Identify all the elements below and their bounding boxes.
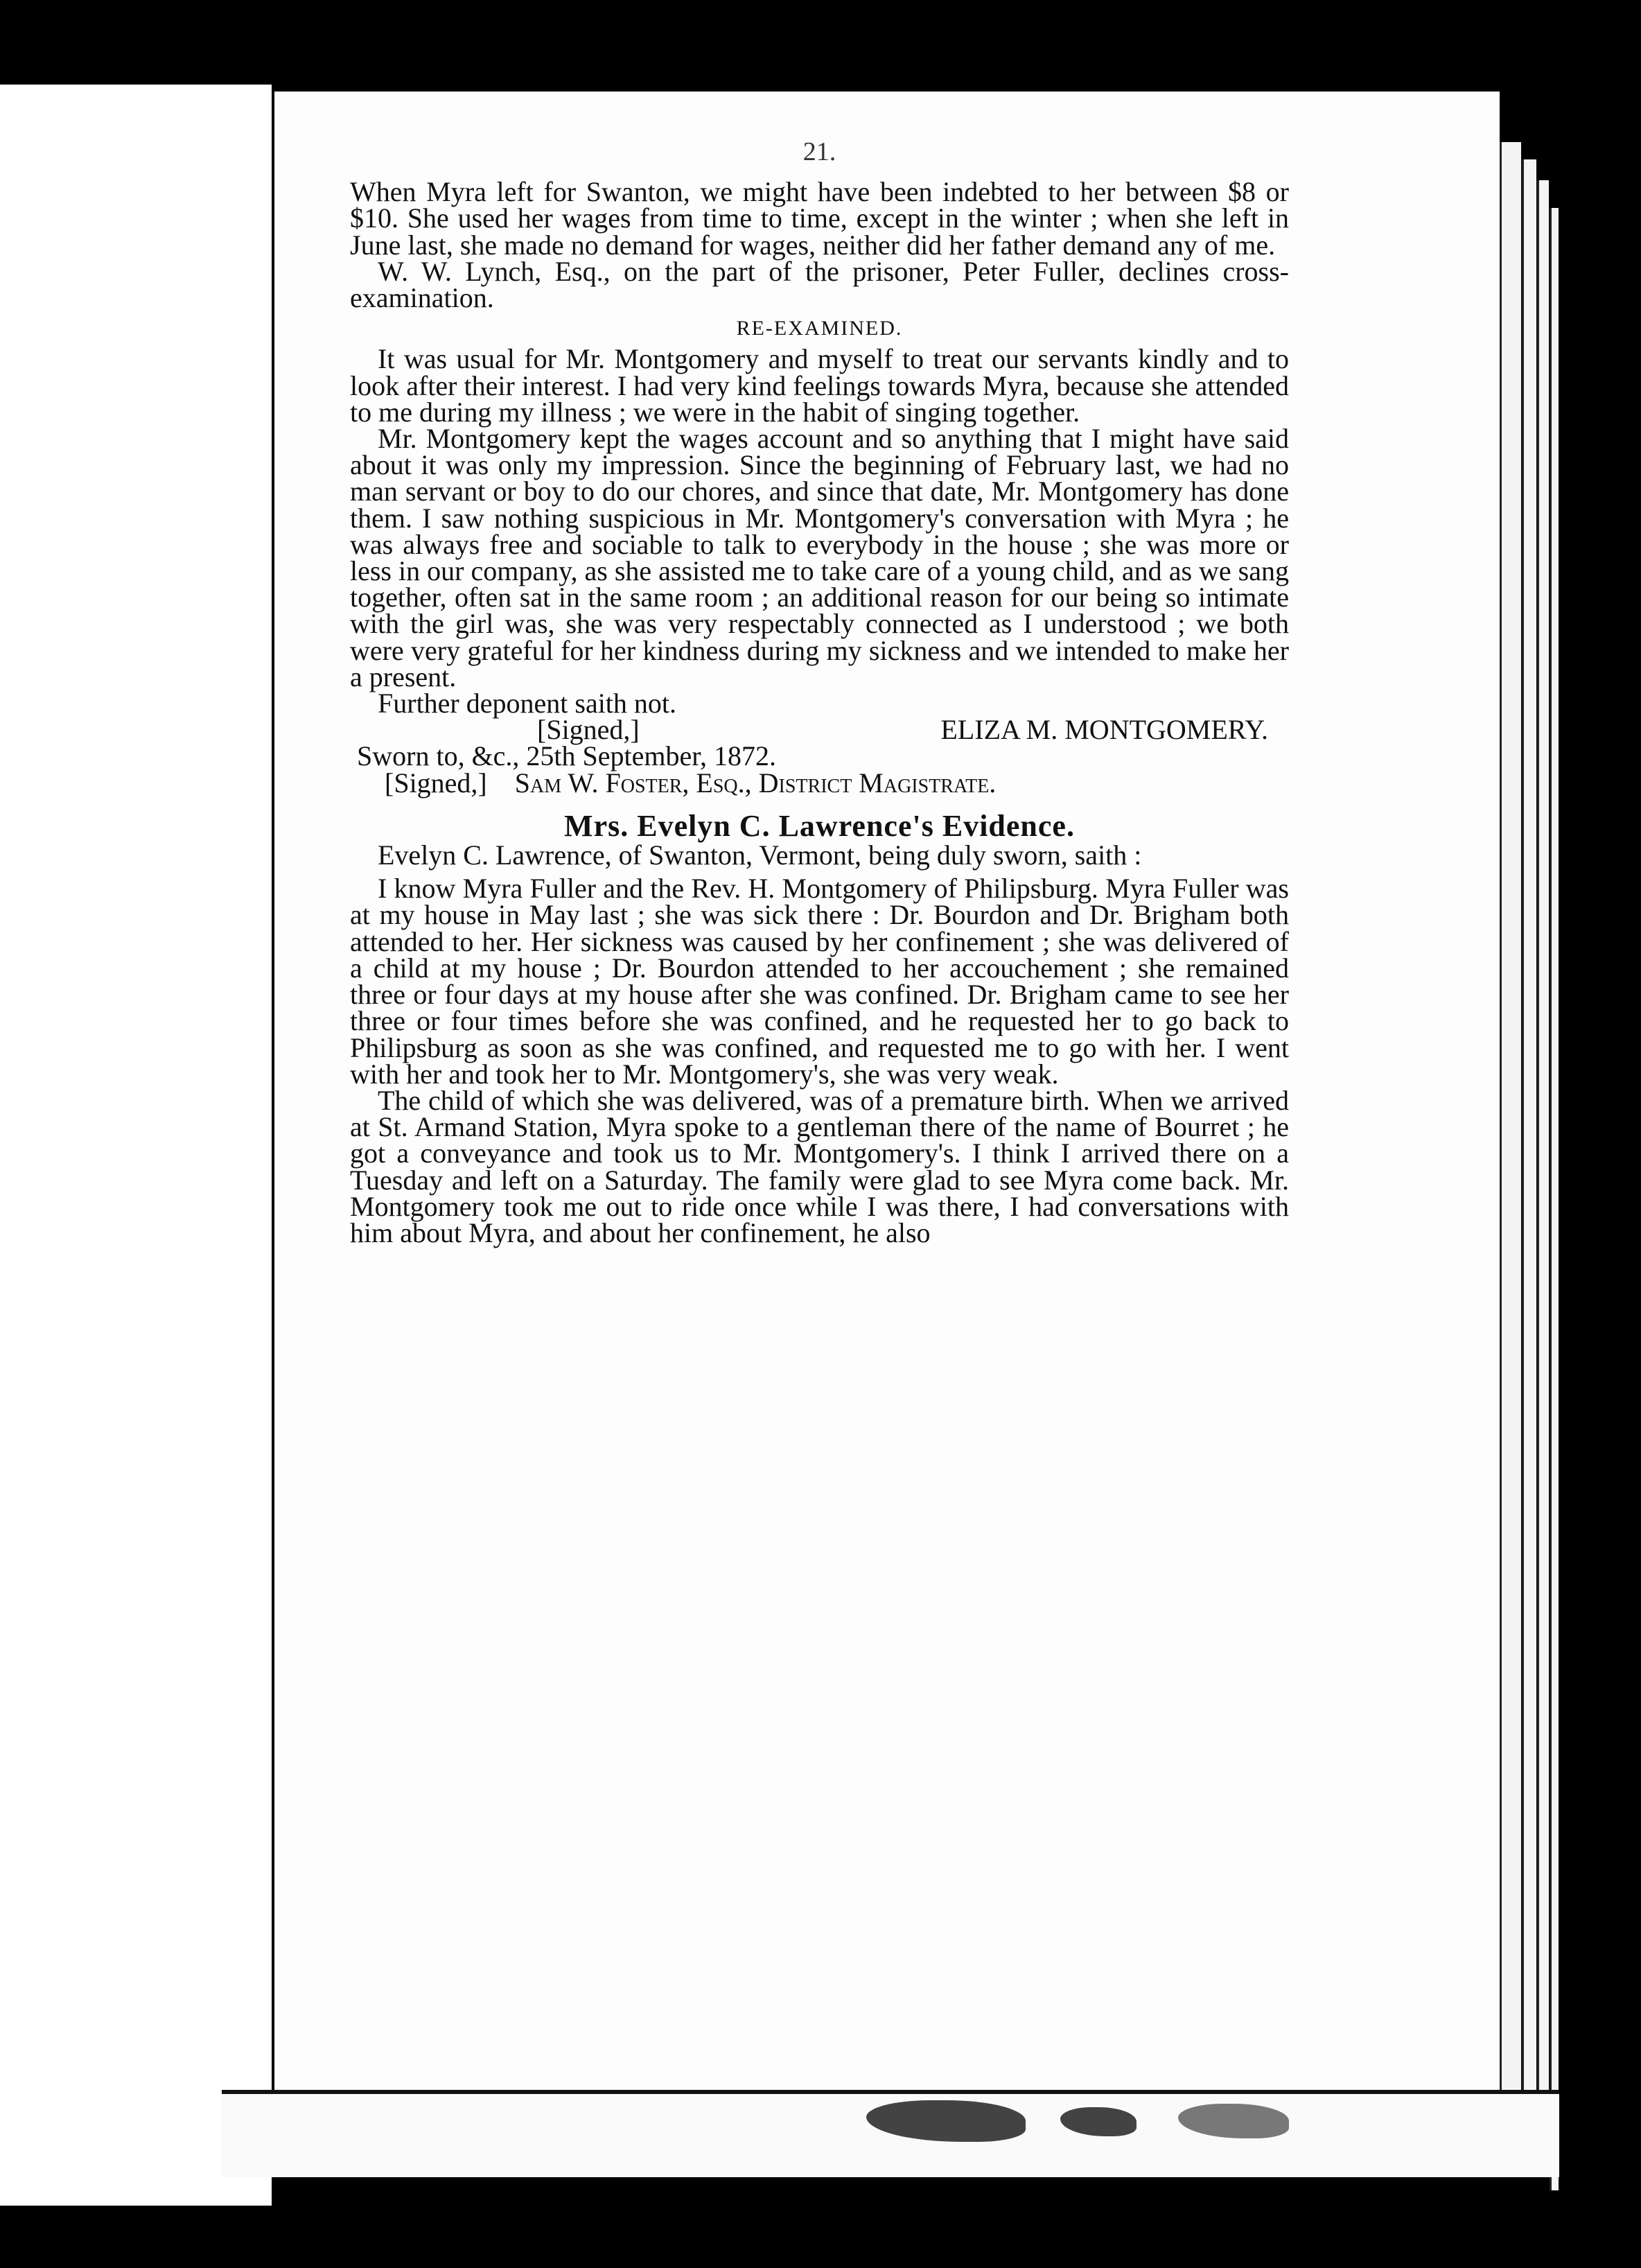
signature-line: [350, 714, 1289, 746]
page-text: [350, 139, 1289, 1246]
signatory-name: ELIZA M. MONTGOMERY.: [940, 714, 1268, 746]
page-edge: [1550, 208, 1559, 2190]
signed-label: [Signed,]: [385, 767, 487, 799]
page-edge: [1537, 180, 1549, 2163]
page-number: 21.: [802, 137, 836, 166]
re-examined-heading: RE-EXAMINED.: [736, 317, 903, 340]
paragraph: When Myra left for Swanton, we might have been indebted to her between $8 or $10. She used her wages from time to time, except in the winter ; when she left in June last, she made no demand for wages, neither did her father demand any of me.: [350, 176, 1289, 261]
evidence-heading: Mrs. Evelyn C. Lawrence's Evidence.: [564, 808, 1075, 843]
magistrate-name: Sam W. Foster, Esq., District Magistrate.: [514, 767, 997, 799]
paragraph: W. W. Lynch, Esq., on the part of the prisoner, Peter Fuller, declines cross-examination.: [350, 255, 1289, 314]
paragraph: I know Myra Fuller and the Rev. H. Montgomery of Philipsburg. Myra Fuller was at my house in May last ; she was sick there : Dr. Bourdon and Dr. Brigham both attended to her. Her sickness was caused by her confinement ; she was delivered of a child at my house ; Dr. Bourdon attended to her accouchement ; she remained three or four days at my house after she was confined. Dr. Brigham came to see her three or four times before she was confined, and he requested her to go back to Philipsburg as soon as she was confined, and requested me to go with her. I went with her and took her to Mr. Montgomery's, she was very weak.: [350, 873, 1289, 1090]
sworn-line: Sworn to, &c., 25th September, 1872.: [357, 740, 776, 772]
page-edge: [1522, 159, 1536, 2142]
paragraph: Evelyn C. Lawrence, of Swanton, Vermont, being duly sworn, saith :: [378, 839, 1142, 871]
left-blank-page: [0, 85, 272, 2206]
magistrate-line: [350, 767, 1289, 799]
further-deponent: Further deponent saith not.: [378, 688, 677, 719]
signed-label: [Signed,]: [537, 714, 640, 746]
page-edge: [1500, 142, 1521, 2125]
paragraph: Mr. Montgomery kept the wages account and so anything that I might have said about it was only my impression. Since the beginning of February last, we had no man servant or boy to do our chores, and since that date, Mr. Montgomery has done them. I saw nothing suspicious in Mr. Montgomery's conversation with Myra ; he was always free and sociable to talk to everybody in the house ; she was more or less in our company, as she assisted me to take care of a young child, and as we sang together, often sat in the same room ; an additional reason for our being so intimate with the girl was, she was very respectably connected as I understood ; we both were very grateful for her kindness during my sickness and we intended to make her a present.: [350, 423, 1289, 692]
paragraph: The child of which she was delivered, was of a premature birth. When we arrived at St. Armand Station, Myra spoke to a gentleman there of the name of Bourret ; he got a conveyance and took us to Mr. Montgomery's. I think I arrived there on a Tuesday and left on a Saturday. The family were glad to see Myra come back. Mr. Montgomery took me out to ride once while I was there, I had conversations with him about Myra, and about her confinement, he also: [350, 1084, 1289, 1248]
paragraph: It was usual for Mr. Montgomery and myself to treat our servants kindly and to look after their interest. I had very kind feelings towards Myra, because she attended to me during my illness ; we were in the habit of singing together.: [350, 343, 1289, 428]
